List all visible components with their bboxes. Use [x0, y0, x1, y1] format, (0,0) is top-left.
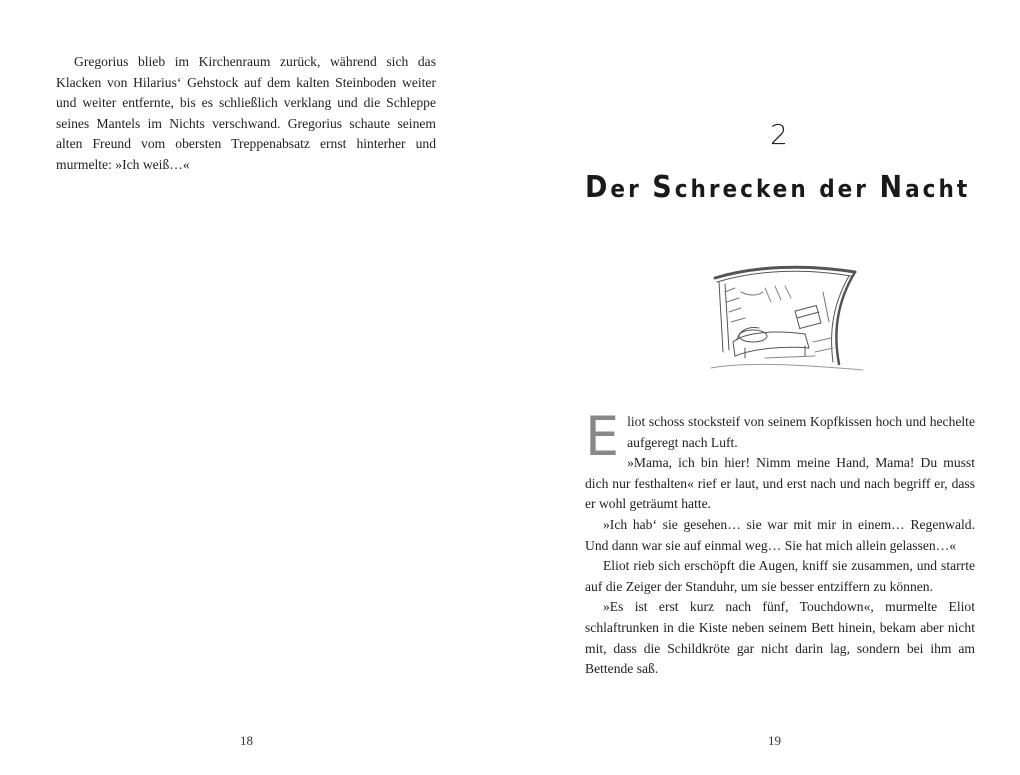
page-number-left: 18 — [240, 733, 253, 748]
chapter-title-part: er — [610, 175, 653, 203]
chapter-title-part: chrecken der — [674, 175, 880, 203]
bedroom-sketch-icon — [705, 252, 865, 380]
chapter-number: 2 — [770, 118, 789, 151]
right-page — [510, 0, 1020, 775]
paragraph: »Ich hab‘ sie gesehen… sie war mit mir in einem… Regenwald. Und dann war sie auf einmal weg… Sie hat mich allein gelassen…« — [585, 516, 975, 553]
chapter-title-part: N — [879, 170, 906, 205]
first-paragraph — [585, 405, 975, 468]
page-number-right: 19 — [768, 733, 781, 748]
chapter-title — [585, 170, 985, 205]
right-page-text — [585, 405, 975, 680]
chapter-title-part: S — [652, 170, 675, 205]
paragraph: Eliot rieb sich erschöpft die Augen, kniff sie zusammen, und starrte auf die Zeiger der Standuhr, um sie besser entziffern zu können. — [585, 558, 975, 594]
chapter-title-part: D — [585, 170, 611, 205]
chapter-title-part: acht — [905, 175, 971, 203]
left-page-text — [56, 52, 436, 176]
paragraph: Gregorius blieb im Kirchenraum zurück, während sich das Klacken von Hilarius‘ Gehstock auf dem kalten Steinboden weiter und weiter entfernte, bis es schließlich verklang und die Schleppe seines Mantels im Nichts verschwand. Gregorius schaute seinem alten Freund vom obersten Treppenabsatz ernst hinterher und murmelte: »Ich weiß…« — [56, 54, 436, 172]
paragraph: »Es ist erst kurz nach fünf, Touchdown«, murmelte Eliot schlaftrunken in die Kiste neben seinem Bett hinein, bekam aber nicht mit, dass die Schildkröte gar nicht darin lag, sondern bei ihm am Bettende saß. — [585, 599, 975, 677]
drop-cap: E — [585, 405, 620, 468]
paragraph: »Mama, ich bin hier! Nimm meine Hand, Mama! Du musst dich nur festhalten« rief er laut, und erst nach und nach begriff er, dass er wohl geträumt hatte. — [585, 455, 975, 512]
first-paragraph-text: liot schoss stocksteif von seinem Kopfkissen hoch und hechelte aufgeregt nach Luft. — [627, 414, 975, 450]
